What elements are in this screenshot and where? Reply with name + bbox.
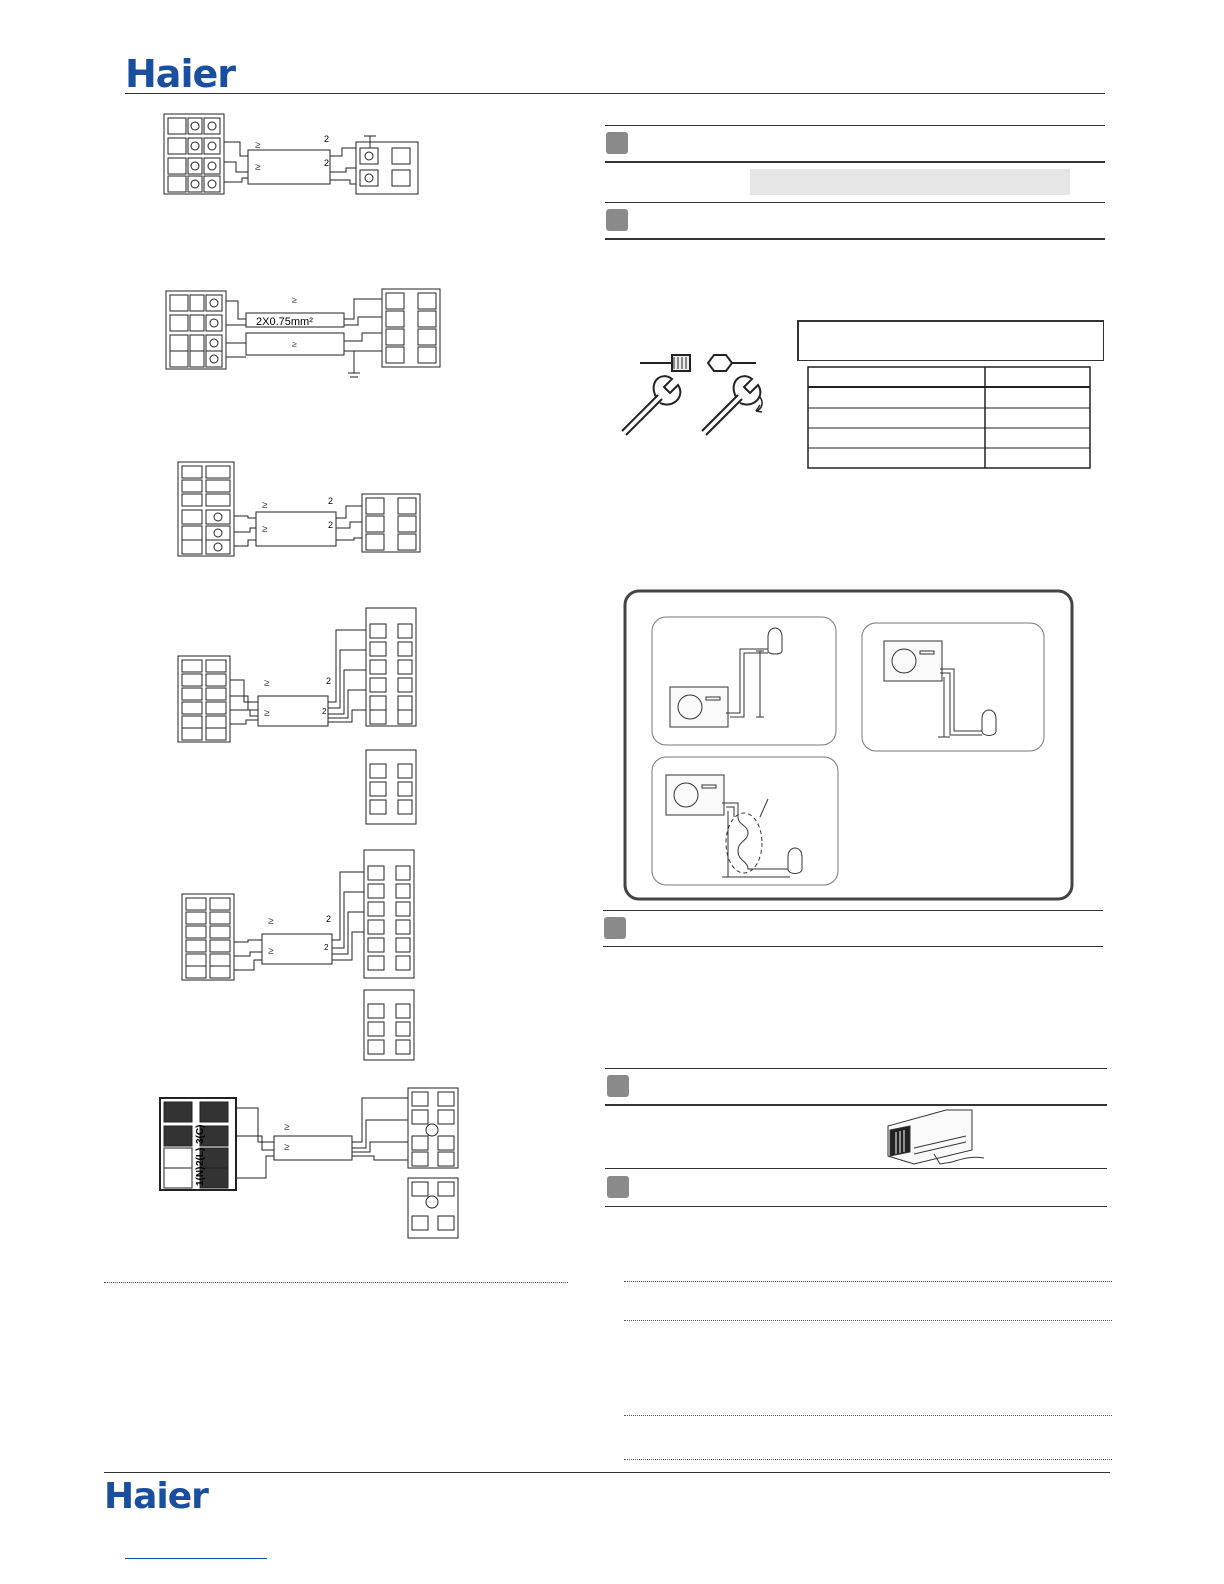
installation-figure (622, 589, 1076, 903)
wiring-diagram-4 (176, 606, 426, 828)
d3-wire-top-count: 2 (328, 496, 334, 506)
torque-table (807, 366, 1092, 470)
svg-text:≥: ≥ (268, 946, 274, 957)
section-e-top-rule (605, 1168, 1107, 1169)
section-c-bottom-rule (603, 946, 1103, 947)
svg-text:≥: ≥ (262, 524, 268, 535)
d6-label-n: 1(N) (195, 1166, 206, 1186)
section-c-marker (604, 917, 626, 939)
d6-label-c: 3(C) (195, 1124, 206, 1144)
d6-label-l: 2(L) (195, 1147, 206, 1166)
section-e-bottom-rule (605, 1206, 1107, 1207)
section-b-marker (606, 209, 628, 231)
d1-wire-bottom-count: 2 (324, 158, 330, 168)
drain-illustration (880, 1106, 990, 1168)
section-a-top-rule (605, 125, 1105, 126)
svg-text:≥: ≥ (292, 295, 297, 305)
footer-underline (125, 1558, 267, 1559)
wiring-diagram-5 (180, 848, 430, 1063)
svg-text:≥: ≥ (264, 708, 270, 719)
svg-text:≥: ≥ (262, 500, 268, 511)
dotted-line-2 (624, 1320, 1112, 1321)
wiring-diagram-1 (160, 112, 430, 202)
wiring-diagram-3 (176, 460, 426, 560)
wrench-illustration (610, 345, 780, 440)
header-logo: Haier (125, 52, 235, 96)
header-rule (125, 93, 1105, 94)
d1-wire-top-count: 2 (324, 134, 330, 144)
dotted-line-3 (624, 1415, 1112, 1416)
d5-wire-bottom-count: 2 (324, 943, 329, 952)
section-a-marker (606, 132, 628, 154)
d5-wire-top-count: 2 (326, 914, 332, 924)
footer-rule (104, 1472, 1110, 1473)
svg-text:≥: ≥ (255, 162, 261, 173)
svg-text:≥: ≥ (268, 916, 274, 927)
torque-header-box (797, 320, 1104, 361)
d3-wire-bottom-count: 2 (328, 520, 334, 530)
d4-wire-top-count: 2 (326, 676, 332, 686)
d4-wire-bottom-count: 2 (322, 707, 327, 716)
section-a-bottom-rule (605, 161, 1105, 163)
d2-cable-spec: 2X0.75mm² (256, 316, 313, 328)
highlight-bar (750, 169, 1070, 195)
left-dotted-separator (104, 1282, 568, 1283)
section-c-top-rule (603, 910, 1103, 911)
wiring-diagram-2 (162, 285, 452, 385)
dotted-line-1 (624, 1281, 1112, 1282)
dotted-line-4 (624, 1459, 1112, 1460)
svg-text:≥: ≥ (255, 140, 261, 151)
svg-text:≥: ≥ (284, 1122, 290, 1133)
section-e-marker (607, 1176, 629, 1198)
section-d-bottom-rule (605, 1104, 1107, 1106)
section-b-top-rule (605, 202, 1105, 203)
svg-text:≥: ≥ (264, 678, 270, 689)
section-b-bottom-rule (605, 238, 1105, 240)
section-d-marker (607, 1075, 629, 1097)
wiring-diagram-6 (158, 1086, 468, 1241)
footer-logo: Haier (104, 1476, 208, 1517)
section-d-top-rule (605, 1068, 1107, 1069)
svg-text:≥: ≥ (292, 339, 297, 349)
svg-text:≥: ≥ (284, 1142, 290, 1153)
